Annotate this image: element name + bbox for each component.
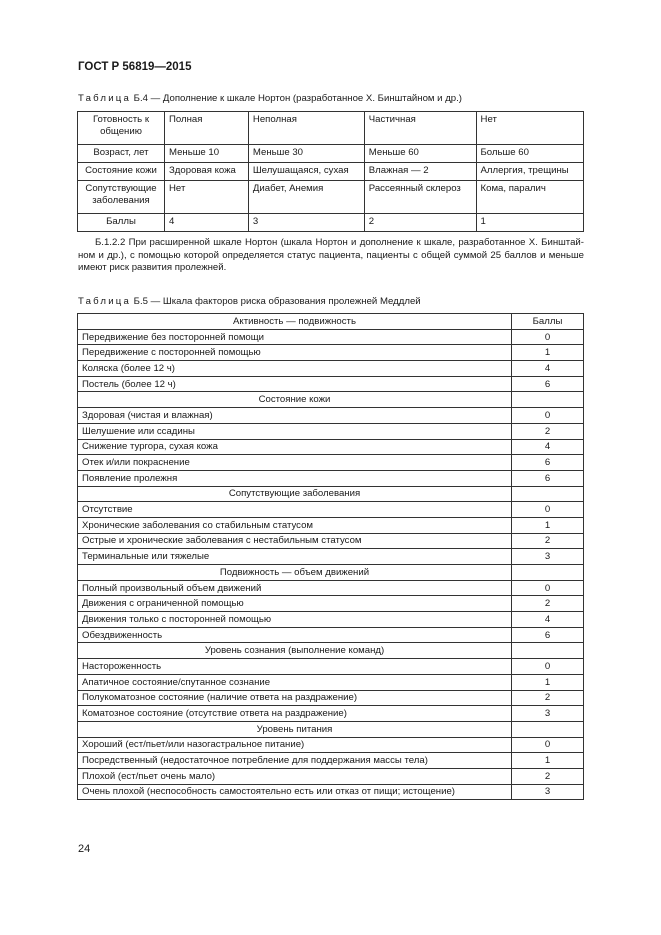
table-row	[78, 145, 584, 163]
table-row	[78, 470, 584, 486]
factor-label: Коматозное состояние (отсутствие ответа на раздражение)	[78, 706, 512, 722]
table-cell: Кома, паралич	[476, 181, 583, 214]
section-title: Сопутствующие заболевания	[78, 486, 512, 502]
table-b4-caption-prefix: Таблица	[78, 93, 132, 104]
factor-label: Терминальные или тяжелые	[78, 549, 512, 565]
table-row	[78, 706, 584, 722]
row-header: Готовность к общению	[78, 112, 165, 145]
table-b5-caption	[78, 296, 421, 307]
table-row	[78, 181, 584, 214]
table-row	[78, 580, 584, 596]
factor-score: 1	[512, 674, 584, 690]
factor-label: Полукоматозное состояние (наличие ответа на раздражение)	[78, 690, 512, 706]
factor-score: 3	[512, 784, 584, 800]
table-row	[78, 674, 584, 690]
factor-score: 1	[512, 753, 584, 769]
table-cell: Шелушащаяся, сухая	[248, 163, 364, 181]
factor-label: Полный произвольный объем движений	[78, 580, 512, 596]
factor-label: Шелушение или ссадины	[78, 423, 512, 439]
table-b4-caption	[78, 93, 462, 104]
table-b5-caption-prefix: Таблица	[78, 296, 132, 307]
section-row	[78, 565, 584, 581]
table-cell: Частичная	[364, 112, 476, 145]
factor-score: 6	[512, 376, 584, 392]
table-cell: Полная	[165, 112, 249, 145]
table-row	[78, 627, 584, 643]
table-cell: Меньше 60	[364, 145, 476, 163]
factor-label: Движения только с посторонней помощью	[78, 612, 512, 628]
factor-label: Движения с ограниченной помощью	[78, 596, 512, 612]
section-title: Уровень сознания (выполнение команд)	[78, 643, 512, 659]
factor-score: 4	[512, 439, 584, 455]
table-row	[78, 517, 584, 533]
norton-scale-paragraph: Б.1.2.2 При расширенной шкале Нортон (шкала Нортон и дополнение к шкале, разработанное Х. Бинштай-ном и др.), с помощью которой определяется статус пациента, пациенты с общей суммой 25 баллов и меньше имеют риск развития пролежней.	[78, 237, 584, 273]
table-cell: Нет	[476, 112, 583, 145]
page-number: 24	[78, 843, 91, 855]
table-cell: Неполная	[248, 112, 364, 145]
factor-label: Передвижение без посторонней помощи	[78, 329, 512, 345]
section-score-empty	[512, 565, 584, 581]
table-cell: Меньше 30	[248, 145, 364, 163]
table-header-row	[78, 314, 584, 330]
factor-score: 1	[512, 345, 584, 361]
table-cell: Больше 60	[476, 145, 583, 163]
table-row	[78, 784, 584, 800]
factor-score: 2	[512, 533, 584, 549]
factor-score: 0	[512, 502, 584, 518]
table-cell: Меньше 10	[165, 145, 249, 163]
table-row	[78, 329, 584, 345]
factor-label: Острые и хронические заболевания с нестабильным статусом	[78, 533, 512, 549]
factor-score: 0	[512, 408, 584, 424]
row-header: Сопутствующие заболевания	[78, 181, 165, 214]
table-row	[78, 768, 584, 784]
factor-score: 4	[512, 612, 584, 628]
factor-label: Хронические заболевания со стабильным статусом	[78, 517, 512, 533]
factor-label: Коляска (более 12 ч)	[78, 361, 512, 377]
section-title: Уровень питания	[78, 721, 512, 737]
factor-score: 1	[512, 517, 584, 533]
factor-score: 6	[512, 455, 584, 471]
section-score-empty	[512, 643, 584, 659]
factor-label: Очень плохой (неспособность самостоятельно есть или отказ от пищи; истощение)	[78, 784, 512, 800]
table-row	[78, 112, 584, 145]
section-row	[78, 392, 584, 408]
table-row	[78, 455, 584, 471]
section-row	[78, 643, 584, 659]
norton-addition-table	[77, 111, 584, 232]
table-cell: 1	[476, 214, 583, 232]
table-row	[78, 408, 584, 424]
table-row	[78, 439, 584, 455]
table-row	[78, 690, 584, 706]
factor-label: Обездвиженность	[78, 627, 512, 643]
factor-label: Настороженность	[78, 659, 512, 675]
section-row	[78, 721, 584, 737]
row-header: Возраст, лет	[78, 145, 165, 163]
factor-label: Плохой (ест/пьет очень мало)	[78, 768, 512, 784]
table-cell: Влажная — 2	[364, 163, 476, 181]
table-row	[78, 659, 584, 675]
table-row	[78, 533, 584, 549]
table-cell: Здоровая кожа	[165, 163, 249, 181]
factor-score: 3	[512, 549, 584, 565]
table-b5-caption-title: Б.5 — Шкала факторов риска образования пролежней Меддлей	[131, 296, 421, 307]
factor-label: Посредственный (недостаточное потребление для поддержания массы тела)	[78, 753, 512, 769]
factor-score: 4	[512, 361, 584, 377]
table-row	[78, 423, 584, 439]
table-row	[78, 214, 584, 232]
row-header: Состояние кожи	[78, 163, 165, 181]
table-row	[78, 753, 584, 769]
table-row	[78, 163, 584, 181]
factor-score: 2	[512, 596, 584, 612]
factor-score: 6	[512, 627, 584, 643]
table-cell: 2	[364, 214, 476, 232]
column-header-score: Баллы	[512, 314, 584, 330]
document-header: ГОСТ Р 56819—2015	[78, 61, 192, 73]
table-row	[78, 361, 584, 377]
factor-label: Отек и/или покраснение	[78, 455, 512, 471]
factor-score: 3	[512, 706, 584, 722]
section-score-empty	[512, 392, 584, 408]
section-score-empty	[512, 721, 584, 737]
section-row	[78, 486, 584, 502]
table-cell: Аллергия, трещины	[476, 163, 583, 181]
factor-score: 0	[512, 580, 584, 596]
table-cell: 3	[248, 214, 364, 232]
factor-score: 6	[512, 470, 584, 486]
factor-score: 2	[512, 768, 584, 784]
table-cell: Рассеянный склероз	[364, 181, 476, 214]
factor-label: Постель (более 12 ч)	[78, 376, 512, 392]
factor-label: Апатичное состояние/спутанное сознание	[78, 674, 512, 690]
section-title: Состояние кожи	[78, 392, 512, 408]
factor-label: Снижение тургора, сухая кожа	[78, 439, 512, 455]
table-row	[78, 376, 584, 392]
table-cell: 4	[165, 214, 249, 232]
table-cell: Диабет, Анемия	[248, 181, 364, 214]
table-b4-caption-title: Б.4 — Дополнение к шкале Нортон (разработанное Х. Бинштайном и др.)	[131, 93, 463, 104]
table-cell: Нет	[165, 181, 249, 214]
factor-score: 0	[512, 659, 584, 675]
factor-label: Передвижение с посторонней помощью	[78, 345, 512, 361]
table-row	[78, 549, 584, 565]
meddley-risk-table	[77, 313, 584, 800]
table-row	[78, 737, 584, 753]
row-header: Баллы	[78, 214, 165, 232]
table-row	[78, 612, 584, 628]
column-header-activity: Активность — подвижность	[78, 314, 512, 330]
factor-score: 2	[512, 423, 584, 439]
factor-label: Здоровая (чистая и влажная)	[78, 408, 512, 424]
factor-score: 0	[512, 737, 584, 753]
factor-label: Отсутствие	[78, 502, 512, 518]
table-row	[78, 596, 584, 612]
factor-score: 2	[512, 690, 584, 706]
table-row	[78, 345, 584, 361]
factor-label: Появление пролежня	[78, 470, 512, 486]
factor-label: Хороший (ест/пьет/или назогастральное питание)	[78, 737, 512, 753]
table-row	[78, 502, 584, 518]
factor-score: 0	[512, 329, 584, 345]
section-title: Подвижность — объем движений	[78, 565, 512, 581]
section-score-empty	[512, 486, 584, 502]
